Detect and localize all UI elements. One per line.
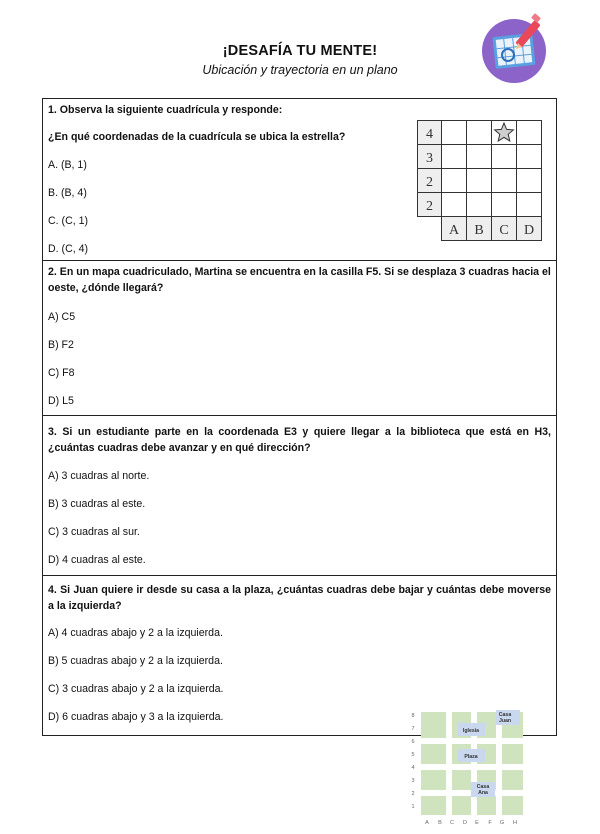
question-1-instruction: 1. Observa la siguiente cuadrícula y responde: [48,104,283,116]
question-2-option-d[interactable]: D) L5 [48,395,74,407]
question-3-option-b[interactable]: B) 3 cuadras al este. [48,498,146,510]
question-4-option-b[interactable]: B) 5 cuadras abajo y 2 a la izquierda. [48,655,223,667]
map-col-label: E [475,820,479,826]
map-col-label: C [450,820,454,826]
question-2 [43,261,556,416]
map-label-iglesia: Iglesia [462,728,480,734]
map-row-label: 4 [411,765,415,771]
question-3-option-c[interactable]: C) 3 cuadras al sur. [48,526,140,538]
question-sheet [42,98,557,826]
grid-row-label: 4 [426,127,433,142]
question-4-option-a[interactable]: A) 4 cuadras abajo y 2 a la izquierda. [48,627,223,639]
grid-col-label: B [474,223,484,238]
question-3-option-a[interactable]: A) 3 cuadras al norte. [48,470,150,482]
question-4 [43,576,556,826]
map-row-label: 5 [411,752,415,758]
coordinate-grid [417,120,543,246]
grid-row-label: 2 [426,199,433,214]
town-map [388,707,528,829]
grid-col-label: D [523,223,535,238]
map-col-label: H [513,820,517,826]
map-label-casa-juan: Juan [498,718,512,724]
map-row-label: 3 [411,778,415,784]
question-1-option-a[interactable]: A. (B, 1) [48,159,87,171]
map-col-label: B [438,820,442,826]
question-2-stem: 2. En un mapa cuadriculado, Martina se encuentra en la casilla F5. Si se desplaza 3 cuadras hacia el oeste, ¿dónde llegará? [48,266,551,294]
grid-row-label: 2 [426,175,433,190]
map-row-label: 7 [411,726,415,732]
grid-row-label: 3 [426,151,433,166]
map-label-casa-juan: Casa [498,712,512,718]
map-col-label: G [499,820,505,826]
grid-col-label: A [448,223,460,238]
page-title: ¡DESAFÍA TU MENTE! [222,43,378,59]
map-label-plaza: Plaza [464,754,478,760]
question-3 [43,416,556,576]
map-row-label: 1 [411,804,415,810]
question-1 [43,99,556,261]
question-2-option-c[interactable]: C) F8 [48,367,75,379]
question-1-stem: ¿En qué coordenadas de la cuadrícula se ubica la estrella? [48,131,346,143]
question-4-option-d[interactable]: D) 6 cuadras abajo y 3 a la izquierda. [48,711,224,723]
question-4-stem: 4. Si Juan quiere ir desde su casa a la plaza, ¿cuántas cuadras debe bajar y cuántas debe moverse a la izquierda? [48,584,551,612]
map-label-casa-ana: Ana [478,790,488,796]
question-4-option-c[interactable]: C) 3 cuadras abajo y 2 a la izquierda. [48,683,224,695]
question-3-option-d[interactable]: D) 4 cuadras al este. [48,554,146,566]
question-1-option-b[interactable]: B. (B, 4) [48,187,87,199]
page-subtitle: Ubicación y trayectoria en un plano [202,63,398,77]
map-row-label: 8 [411,713,415,719]
question-2-option-a[interactable]: A) C5 [48,311,76,323]
map-col-label: F [488,820,492,826]
grid-col-label: C [499,223,509,238]
question-1-option-d[interactable]: D. (C, 4) [48,243,89,255]
question-3-stem: 3. Si un estudiante parte en la coordenada E3 y quiere llegar a la biblioteca que está en H3, ¿cuántas cuadras debe avanzar y en qué dirección? [48,426,551,454]
map-col-label: A [425,820,429,826]
map-row-label: 2 [411,791,415,797]
map-col-label: D [463,820,467,826]
worksheet-header [0,0,600,100]
question-1-option-c[interactable]: C. (C, 1) [48,215,89,227]
map-row-label: 6 [411,739,415,745]
map-label-casa-ana: Casa [476,784,490,790]
star-icon [495,123,514,141]
map-pencil-icon [480,13,552,85]
question-2-option-b[interactable]: B) F2 [48,339,74,351]
